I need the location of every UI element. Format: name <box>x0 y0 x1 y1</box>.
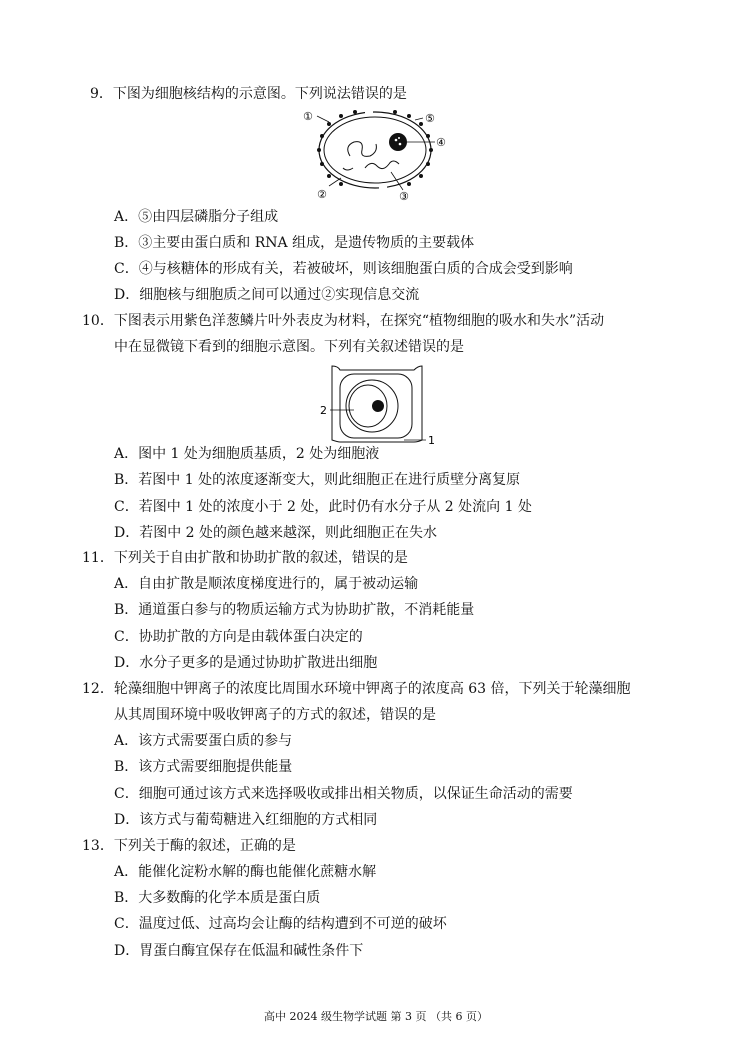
option-10-c: C．若图中 1 处的浓度小于 2 处，此时仍有水分子从 2 处流向 1 处 <box>114 499 532 515</box>
option-13-c: C．温度过低、过高均会让酶的结构遭到不可逆的破坏 <box>114 916 447 932</box>
question-9-stem: 9．下图为细胞核结构的示意图。下列说法错误的是 <box>90 86 407 102</box>
figure-label: ① <box>303 110 313 123</box>
option-11-b: B．通道蛋白参与的物质运输方式为协助扩散，不消耗能量 <box>114 602 475 618</box>
question-10-stem-cont: 中在显微镜下看到的细胞示意图。下列有关叙述错误的是 <box>114 339 464 355</box>
nuclear-pore <box>365 110 373 116</box>
option-11-d: D．水分子更多的是通过协助扩散进出细胞 <box>114 655 378 671</box>
question-11-stem: 11．下列关于自由扩散和协助扩散的叙述，错误的是 <box>82 550 408 566</box>
nuclear-pore <box>379 184 387 190</box>
option-13-d: D．胃蛋白酶宜保存在低温和碱性条件下 <box>114 943 364 959</box>
figure-label: 2 <box>320 404 327 417</box>
figure-label: ④ <box>436 136 446 149</box>
figure-label: ③ <box>399 190 409 202</box>
figure-label: ⑤ <box>425 112 435 125</box>
option-10-a: A．图中 1 处为细胞质基质，2 处为细胞液 <box>114 446 380 462</box>
option-12-c: C．细胞可通过该方式来选择吸收或排出相关物质，以保证生命活动的需要 <box>114 786 573 802</box>
plant-cell-diagram <box>318 362 436 446</box>
page-footer: 高中 2024 级生物学试题 第 3 页 （共 6 页） <box>264 1010 488 1023</box>
option-13-a: A．能催化淀粉水解的酶也能催化蔗糖水解 <box>114 864 377 880</box>
nuclear-envelope-inner <box>324 117 426 183</box>
nucleus <box>372 400 384 412</box>
option-13-b: B．大多数酶的化学本质是蛋白质 <box>114 890 321 906</box>
option-10-b: B．若图中 1 处的浓度逐渐变大，则此细胞正在进行质壁分离复原 <box>114 472 521 488</box>
figure-label: ② <box>317 188 327 201</box>
option-9-d: D．细胞核与细胞质之间可以通过②实现信息交流 <box>114 287 420 303</box>
question-13-stem: 13．下列关于酶的叙述，正确的是 <box>82 838 296 854</box>
nucleolus <box>389 133 407 151</box>
option-12-d: D．该方式与葡萄糖进入红细胞的方式相同 <box>114 812 378 828</box>
ribosome-dots <box>317 110 433 186</box>
nuclear-envelope-outer <box>319 112 431 188</box>
option-11-c: C．协助扩散的方向是由载体蛋白决定的 <box>114 629 363 645</box>
option-10-d: D．若图中 2 处的颜色越来越深，则此细胞正在失水 <box>114 525 438 541</box>
chromatin <box>348 142 377 157</box>
option-12-a: A．该方式需要蛋白质的参与 <box>114 733 293 749</box>
nucleus-diagram <box>295 106 455 202</box>
option-9-a: A．⑤由四层磷脂分子组成 <box>114 209 279 225</box>
figure-label: 1 <box>428 434 435 446</box>
option-9-c: C．④与核糖体的形成有关，若被破坏，则该细胞蛋白质的合成会受到影响 <box>114 261 573 277</box>
question-12-stem-cont: 从其周围环境中吸收钾离子的方式的叙述，错误的是 <box>114 707 436 723</box>
question-10-stem: 10．下图表示用紫色洋葱鳞片叶外表皮为材料，在探究“植物细胞的吸水和失水”活动 <box>82 313 605 329</box>
option-9-b: B．③主要由蛋白质和 RNA 组成，是遗传物质的主要载体 <box>114 235 475 251</box>
question-12-stem: 12．轮藻细胞中钾离子的浓度比周围水环境中钾离子的浓度高 63 倍，下列关于轮藻细胞 <box>82 681 631 697</box>
option-12-b: B．该方式需要细胞提供能量 <box>114 759 293 775</box>
option-11-a: A．自由扩散是顺浓度梯度进行的，属于被动运输 <box>114 576 419 592</box>
